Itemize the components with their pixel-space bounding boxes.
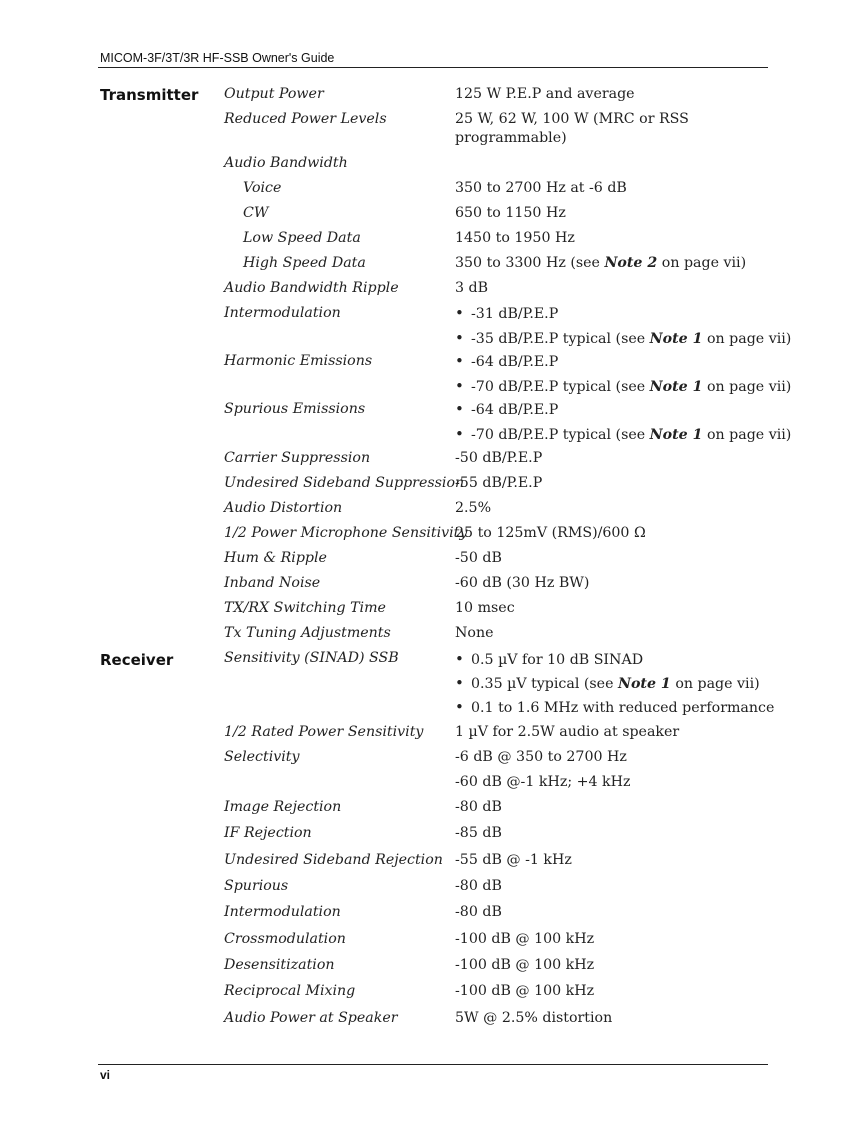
spec-value: 650 to 1150 Hz — [455, 205, 566, 221]
spec-value: 2.5% — [455, 500, 492, 516]
spec-label: IF Rejection — [224, 825, 312, 841]
document-title: MICOM-3F/3T/3R HF-SSB Owner's Guide — [100, 51, 335, 65]
bullet-item: • 0.1 to 1.6 MHz with reduced performance — [455, 698, 775, 716]
spec-label: Undesired Sideband Rejection — [224, 852, 443, 868]
spec-label: Reciprocal Mixing — [224, 983, 356, 999]
bullet-item: • -31 dB/P.E.P — [455, 304, 559, 322]
spec-label: Carrier Suppression — [224, 450, 371, 466]
spec-value: -100 dB @ 100 kHz — [455, 931, 595, 947]
page-number: vi — [100, 1068, 111, 1082]
spec-value: 1450 to 1950 Hz — [455, 230, 575, 246]
spec-label: Intermodulation — [224, 904, 341, 920]
spec-label: TX/RX Switching Time — [224, 600, 386, 616]
spec-value: 25 W, 62 W, 100 W (MRC or RSS — [455, 111, 689, 127]
spec-value: -85 dB — [455, 825, 502, 841]
spec-value: 125 W P.E.P and average — [455, 86, 635, 102]
spec-sublabel: Voice — [243, 180, 282, 196]
spec-value: -100 dB @ 100 kHz — [455, 957, 595, 973]
note-reference: Note 1 — [649, 427, 703, 443]
spec-label: Spurious Emissions — [224, 401, 366, 417]
spec-sublabel: High Speed Data — [243, 255, 366, 271]
spec-value: -80 dB — [455, 799, 502, 815]
spec-label: Audio Bandwidth — [224, 155, 348, 171]
spec-value: 10 msec — [455, 600, 515, 616]
spec-label: Sensitivity (SINAD) SSB — [224, 650, 399, 666]
spec-value: -55 dB @ -1 kHz — [455, 852, 572, 868]
note-reference: Note 1 — [649, 379, 703, 395]
note-reference: Note 1 — [649, 331, 703, 347]
header-divider — [98, 67, 768, 68]
spec-sublabel: Low Speed Data — [243, 230, 361, 246]
bullet-item: • -35 dB/P.E.P typical (see Note 1 on page vii) — [455, 329, 792, 347]
bullet-item: • -64 dB/P.E.P — [455, 352, 559, 370]
bullet-item: • 0.5 µV for 10 dB SINAD — [455, 650, 644, 668]
spec-label: Selectivity — [224, 749, 300, 765]
spec-value: -80 dB — [455, 904, 502, 920]
note-reference: Note 2 — [604, 255, 658, 271]
spec-label: Tx Tuning Adjustments — [224, 625, 391, 641]
spec-value: -50 dB — [455, 550, 502, 566]
section-title-transmitter: Transmitter — [100, 86, 199, 104]
spec-label: Audio Distortion — [224, 500, 343, 516]
spec-value: -6 dB @ 350 to 2700 Hz — [455, 749, 627, 765]
spec-label: Harmonic Emissions — [224, 353, 373, 369]
spec-label: Crossmodulation — [224, 931, 346, 947]
spec-value: -50 dB/P.E.P — [455, 450, 543, 466]
spec-label: Hum & Ripple — [224, 550, 327, 566]
spec-label: Undesired Sideband Suppression — [224, 475, 465, 491]
bullet-item: • 0.35 µV typical (see Note 1 on page vii) — [455, 674, 760, 692]
spec-value: -100 dB @ 100 kHz — [455, 983, 595, 999]
spec-label: Desensitization — [224, 957, 335, 973]
spec-value: -60 dB @-1 kHz; +4 kHz — [455, 774, 631, 790]
spec-value: 350 to 3300 Hz (see Note 2 on page vii) — [455, 255, 747, 271]
bullet-item: • -64 dB/P.E.P — [455, 400, 559, 418]
spec-value: 350 to 2700 Hz at -6 dB — [455, 180, 627, 196]
footer-divider — [98, 1064, 768, 1065]
spec-value: -80 dB — [455, 878, 502, 894]
spec-value: -60 dB (30 Hz BW) — [455, 575, 590, 591]
spec-value: programmable) — [455, 130, 567, 146]
spec-value: 5W @ 2.5% distortion — [455, 1010, 613, 1026]
spec-value: -55 dB/P.E.P — [455, 475, 543, 491]
spec-value: 25 to 125mV (RMS)/600 Ω — [455, 525, 646, 541]
spec-label: 1/2 Power Microphone Sensitivity — [224, 525, 468, 541]
section-title-receiver: Receiver — [100, 651, 174, 669]
spec-label: Image Rejection — [224, 799, 342, 815]
spec-label: 1/2 Rated Power Sensitivity — [224, 724, 424, 740]
spec-value: None — [455, 625, 494, 641]
spec-sublabel: CW — [243, 205, 269, 221]
spec-value: 1 µV for 2.5W audio at speaker — [455, 724, 680, 740]
spec-label: Output Power — [224, 86, 324, 102]
spec-label: Spurious — [224, 878, 289, 894]
spec-label: Audio Bandwidth Ripple — [224, 280, 399, 296]
bullet-item: • -70 dB/P.E.P typical (see Note 1 on page vii) — [455, 377, 792, 395]
spec-label: Reduced Power Levels — [224, 111, 387, 127]
spec-value: 3 dB — [455, 280, 489, 296]
spec-label: Inband Noise — [224, 575, 321, 591]
spec-label: Audio Power at Speaker — [224, 1010, 398, 1026]
note-reference: Note 1 — [617, 676, 671, 692]
spec-label: Intermodulation — [224, 305, 341, 321]
bullet-item: • -70 dB/P.E.P typical (see Note 1 on page vii) — [455, 425, 792, 443]
